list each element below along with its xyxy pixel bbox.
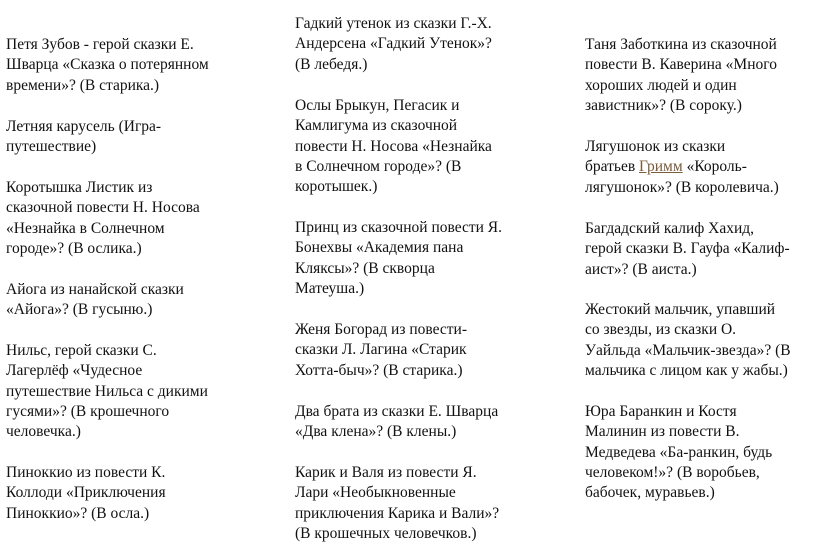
text-line: Хотта-быч»? (В старика.) [295,361,463,379]
text-line: Пиноккио из повести К. [6,464,166,481]
text-line: Карик и Валя из повести Я. [295,464,477,481]
paragraph [585,137,830,198]
text-line: Медведева «Ба-ранкин, будь [585,443,773,461]
paragraph [6,178,268,259]
text-line: Лари «Необыкновенные [295,484,456,502]
text-line: человеком!»? (В воробьев, [585,463,760,481]
text-line: Коротышка Листик из [6,179,153,196]
text-line: Коллоди «Приключения [6,484,166,502]
paragraph [295,218,545,299]
text-line: «Незнайка в Солнечном [6,219,165,237]
text-line: Жестокий мальчик, упавший [585,301,776,318]
text-line: городе»? (В ослика.) [6,239,142,257]
text-line: сказки Л. Лагина «Старик [295,341,467,359]
paragraph [295,320,545,381]
text-line: Женя Богорад из повести- [295,321,467,338]
text-line: лягушонок»? (В королевича.) [585,178,779,196]
text-fragment: братьев [585,158,640,176]
text-line: Ослы Брыкун, Пегасик и [295,97,460,114]
paragraph [6,280,268,321]
paragraph [295,463,545,544]
text-line: Лягушонок из сказки [585,138,726,155]
text-line: повести Н. Носова «Незнайка [295,137,492,155]
text-line: человечка.) [6,423,81,441]
text-line: путешествие) [6,138,97,156]
text-line: аист»? (В аиста.) [585,260,697,278]
text-line: (В крошечных человечков.) [295,524,477,542]
text-line: Лагерлёф «Чудесное [6,362,143,380]
text-line: сказочной повести Н. Носова [6,199,200,217]
text-line: в Солнечном городе»? (В [295,157,462,175]
text-line: повести В. Каверина «Много [585,56,777,74]
text-line: Петя Зубов - герой сказки Е. [6,36,194,53]
text-line: Камлигума из сказочной [295,117,458,135]
text-line: Пиноккио»? (В осла.) [6,504,150,522]
text-line: бабочек, муравьев.) [585,484,715,502]
text-fragment: «Король- [682,158,747,176]
text-line: путешествие Нильса с дикими [6,382,208,400]
paragraph [6,117,268,158]
paragraph [585,219,830,280]
text-line: Нильс, герой сказки С. [6,342,157,359]
text-line: герой сказки В. Гауфа «Калиф- [585,240,790,258]
text-line: Шварца «Сказка о потерянном [6,56,209,74]
text-line: хороших людей и один [585,76,737,94]
text-line: Малинин из повести В. [585,423,740,441]
paragraph [295,402,545,443]
text-line: Матеуша.) [295,279,365,297]
text-line: Летняя карусель (Игра- [6,118,162,135]
text-line: приключения Карика и Вали»? [295,504,500,522]
text-line: Принц из сказочной повести Я. [295,219,503,236]
text-line: Гадкий утенок из сказки Г.-Х. [295,15,492,32]
paragraph [295,96,545,197]
paragraph [585,402,830,503]
text-line: Бонехвы «Академия пана [295,239,464,257]
paragraph [295,14,545,75]
text-line: Багдадский калиф Хахид, [585,220,755,237]
text-line: Андерсена «Гадкий Утенок»? [295,35,492,53]
paragraph [6,463,268,524]
paragraph [6,35,268,96]
text-line: «Два клена»? (В клены.) [295,423,457,441]
text-line: Кляксы»? (В скворца [295,259,435,277]
text-line: Два брата из сказки Е. Шварца [295,403,499,420]
grimm-link[interactable]: Гримм [639,158,683,176]
text-line: Уайльда «Мальчик-звезда»? (В [585,341,791,359]
paragraph [6,341,268,442]
text-line: гусями»? (В крошечного [6,402,170,420]
text-line: Айога из нанайской сказки [6,281,184,298]
paragraph [585,35,830,116]
text-line: коротышек.) [295,178,378,196]
text-line: «Айога»? (В гусыню.) [6,301,153,319]
text-line: Таня Заботкина из сказочной [585,36,777,53]
text-line: завистник»? (В сороку.) [585,96,742,114]
text-line: Юра Баранкин и Костя [585,403,737,420]
text-line: (В лебедя.) [295,55,368,73]
text-line: со звезды, из сказки О. [585,321,737,339]
text-line: мальчика с лицом как у жабы.) [585,361,788,379]
text-line [585,157,830,177]
paragraph [585,300,830,381]
text-line: времени»? (В старика.) [6,76,160,94]
